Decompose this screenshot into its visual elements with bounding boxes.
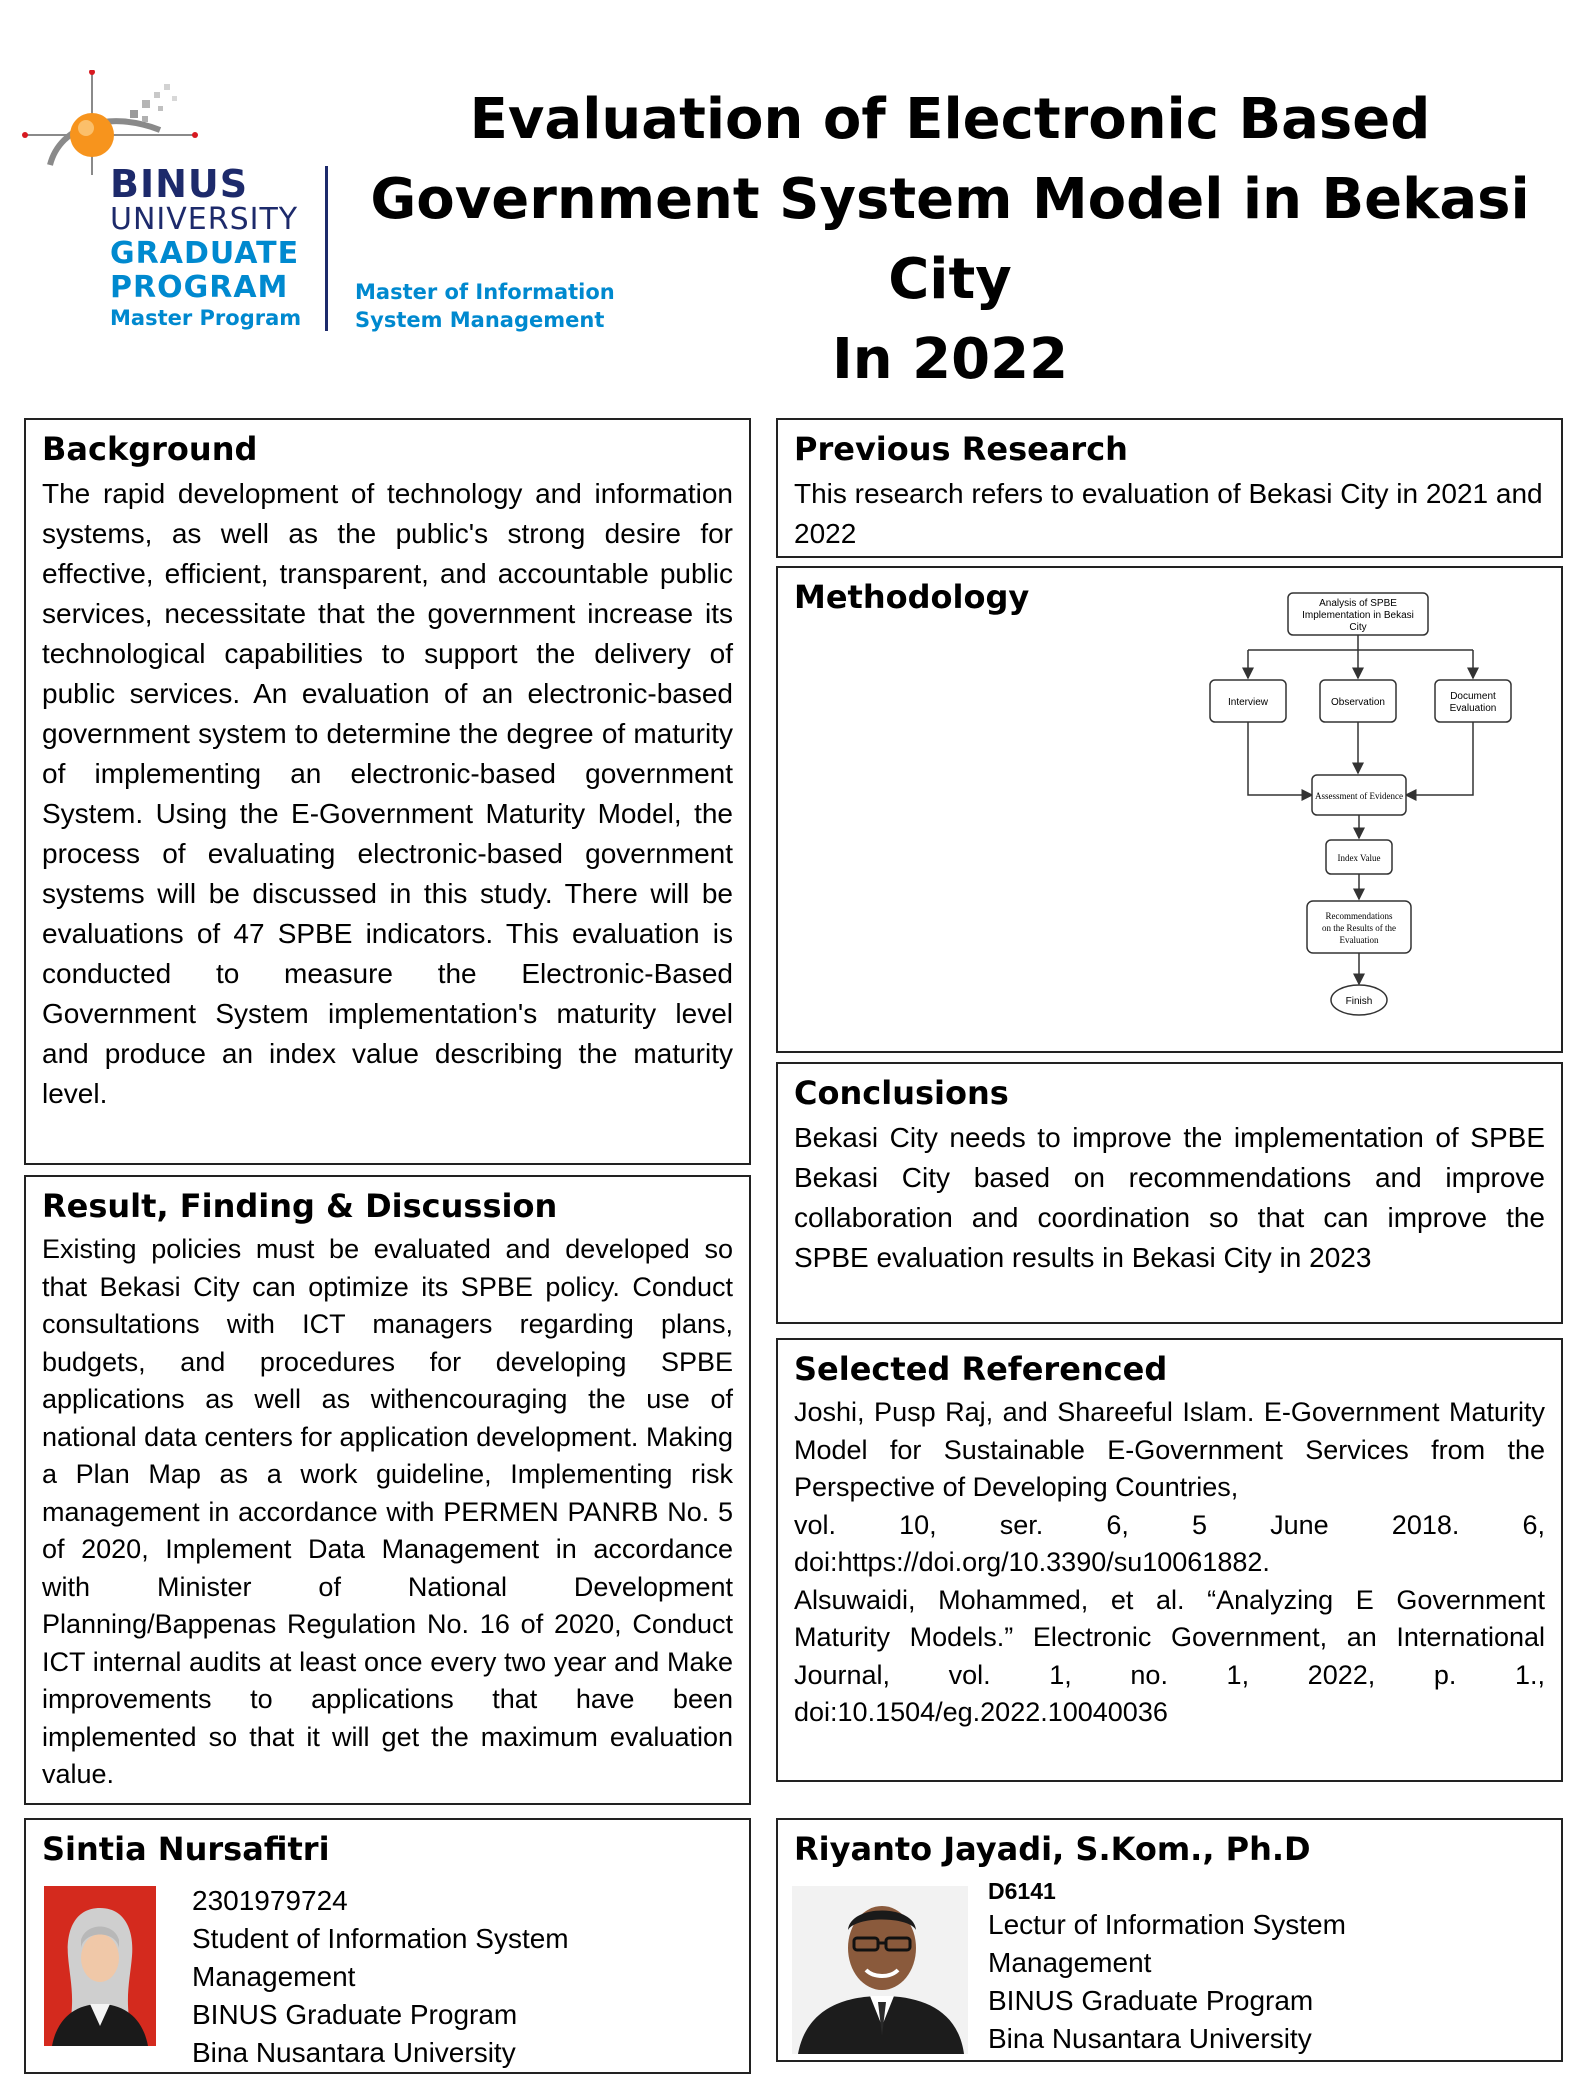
logo-program-line3: Master Program: [110, 306, 302, 330]
student-name: Sintia Nursafitri: [42, 1830, 330, 1868]
conclusions-text: Bekasi City needs to improve the implementation of SPBE Bekasi City based on recommendations and improve collaboration and coordination so that can improve the SPBE evaluation results in Bekasi City in 2023: [794, 1122, 1545, 1273]
lecturer-photo: [792, 1886, 968, 2054]
lecturer-info: [988, 1876, 1346, 2058]
references-heading: Selected Referenced: [794, 1350, 1168, 1388]
flow-assessment-label: Assessment of Evidence: [1315, 791, 1403, 801]
student-id: 2301979724: [192, 1885, 348, 1916]
flow-finish-label: Finish: [1345, 996, 1373, 1007]
reference-2: Alsuwaidi, Mohammed, et al. “Analyzing E Government Maturity Models.” Electronic Government, an International Journal, vol. 1, no. 1, 2022, p. 1., doi:10.1504/eg.2022.10040036: [794, 1584, 1545, 1727]
flow-document-label: Evaluation: [1449, 703, 1497, 714]
lecturer-id: D6141: [988, 1878, 1056, 1904]
methodology-section: [776, 566, 1563, 1053]
references-section: [776, 1338, 1563, 1782]
flow-index-label: Index Value: [1337, 853, 1381, 863]
lecturer-program: BINUS Graduate Program: [988, 1985, 1314, 2016]
methodology-heading: Methodology: [794, 578, 1030, 616]
conclusions-heading: Conclusions: [794, 1074, 1009, 1112]
lecturer-role-line1: Lectur of Information System: [988, 1909, 1346, 1940]
background-heading: Background: [42, 430, 258, 468]
title-line-3: In 2022: [831, 327, 1069, 392]
student-role-line1: Student of Information System: [192, 1923, 569, 1954]
student-section: [24, 1818, 751, 2074]
references-list: [794, 1394, 1545, 1732]
logo-divider: [325, 166, 328, 331]
student-role-line2: Management: [192, 1961, 356, 1992]
student-avatar-icon: [44, 1886, 156, 2046]
title-line-2: Government System Model in Bekasi City: [370, 167, 1530, 312]
result-heading: Result, Finding & Discussion: [42, 1187, 558, 1225]
reference-1-part-c: doi:https://doi.org/10.3390/su10061882.: [794, 1547, 1270, 1577]
previous-research-heading: Previous Research: [794, 430, 1128, 468]
title-line-1: Evaluation of Electronic Based: [469, 87, 1431, 152]
logo-dept-line2: System Management: [355, 308, 605, 332]
student-info: [192, 1882, 569, 2072]
result-section: [24, 1175, 751, 1805]
flow-observation-label: Observation: [1331, 697, 1385, 708]
previous-research-section: [776, 418, 1563, 558]
flow-document-label: Document: [1450, 691, 1496, 702]
conclusions-section: [776, 1062, 1563, 1324]
logo-brand: BINUS: [110, 162, 249, 206]
logo-dept-line1: Master of Information: [355, 280, 615, 304]
reference-1-part-b: vol. 10, ser. 6, 5 June 2018. 6,: [794, 1509, 1545, 1540]
poster-title: [360, 80, 1540, 400]
student-program: BINUS Graduate Program: [192, 1999, 518, 2030]
flow-interview-label: Interview: [1227, 697, 1269, 708]
student-university: Bina Nusantara University: [192, 2037, 516, 2068]
methodology-flowchart: [776, 566, 1563, 1053]
flow-recommendations-label: Recommendations: [1325, 911, 1393, 921]
background-section: [24, 418, 751, 1165]
lecturer-avatar-icon: [792, 1886, 968, 2054]
result-text: Existing policies must be evaluated and developed so that Bekasi City can optimize its SPBE policy. Conduct consultations with ICT managers regarding plans, budgets, and procedures for developing SPBE applications as well as withencouraging the use of national data centers for application development. Making a Plan Map as a work guideline, Implementing risk management in accordance with PERMEN PANRB No. 5 of 2020, Implement Data Management in accordance with Minister of National Development Planning/Bappenas Regulation No. 16 of 2020, Conduct ICT internal audits at least once every two year and Make improvements to applications that have been implemented so that it will get the maximum evaluation value.: [42, 1234, 733, 1789]
reference-1-part-a: Joshi, Pusp Raj, and Shareeful Islam. E-Government Maturity Model for Sustainable E-Government Services from the Perspective of Developing Countries,: [794, 1397, 1545, 1502]
flow-start-label: City: [1349, 622, 1367, 633]
background-text: The rapid development of technology and information systems, as well as the public's strong desire for effective, efficient, transparent, and accountable public services, necessitate that the government increase its technological capabilities to support the delivery of public services. An evaluation of an electronic-based government system to determine the degree of maturity of implementing an electronic-based government System. Using the E-Government Maturity Model, the process of evaluating electronic-based government systems will be discussed in this study. There will be evaluations of 47 SPBE indicators. This evaluation is conducted to measure the Electronic-Based Government System implementation's maturity level and produce an index value describing the maturity level.: [42, 478, 733, 1109]
logo-university: UNIVERSITY: [110, 202, 299, 237]
lecturer-role-line2: Management: [988, 1947, 1152, 1978]
student-photo: [44, 1886, 156, 2046]
previous-research-text: This research refers to evaluation of Bekasi City in 2021 and 2022: [794, 478, 1543, 549]
flow-start-label: Analysis of SPBE: [1319, 598, 1397, 609]
lecturer-name: Riyanto Jayadi, S.Kom., Ph.D: [794, 1830, 1311, 1868]
lecturer-section: [776, 1818, 1563, 2062]
flow-recommendations-label: Evaluation: [1339, 935, 1379, 945]
flow-start-label: Implementation in Bekasi: [1302, 610, 1414, 621]
flow-recommendations-label: on the Results of the: [1322, 923, 1396, 933]
logo-program-line1: GRADUATE: [110, 236, 300, 271]
logo-program-line2: PROGRAM: [110, 270, 289, 305]
lecturer-university: Bina Nusantara University: [988, 2023, 1312, 2054]
